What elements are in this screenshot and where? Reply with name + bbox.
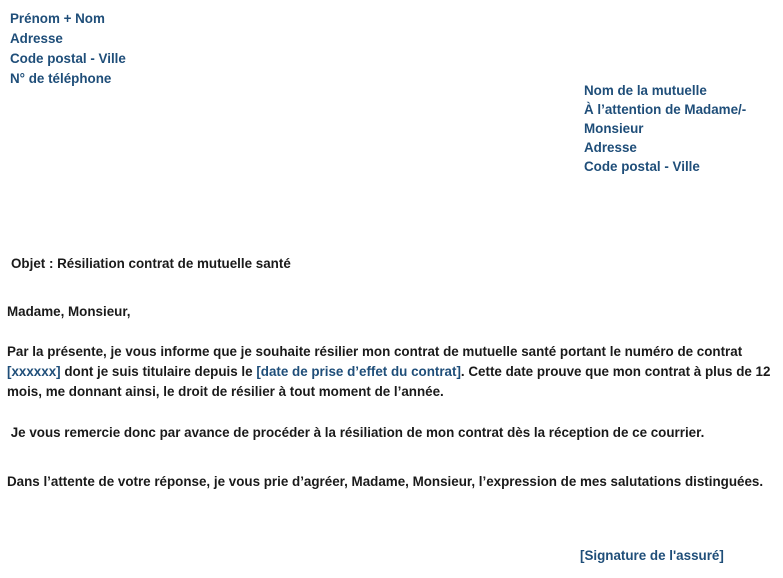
sender-name: Prénom + Nom	[10, 11, 105, 26]
paragraph-1-line-2	[7, 362, 770, 382]
recipient-attention-line-2: Monsieur	[584, 121, 644, 136]
sender-block	[10, 9, 126, 89]
paragraph-1	[7, 342, 770, 402]
recipient-name: Nom de la mutuelle	[584, 83, 707, 98]
recipient-address: Adresse	[584, 140, 637, 155]
paragraph-1-line-1: Par la présente, je vous informe que je souhaite résilier mon contrat de mutuelle santé portant le numéro de contrat	[7, 344, 743, 359]
signature-placeholder: [Signature de l'assuré]	[580, 548, 724, 563]
contract-number-placeholder: [xxxxxx]	[7, 364, 61, 379]
letter-salutation: Madame, Monsieur,	[7, 304, 131, 319]
paragraph-3: Dans l’attente de votre réponse, je vous prie d’agréer, Madame, Monsieur, l’expression de mes salutations distinguées.	[7, 474, 764, 489]
contract-date-placeholder: [date de prise d’effet du contrat]	[256, 364, 461, 379]
recipient-attention-line-1: À l’attention de Madame/-	[584, 102, 747, 117]
sender-city: Code postal - Ville	[10, 51, 126, 66]
paragraph-1-text-a: dont je suis titulaire depuis le	[60, 364, 257, 379]
recipient-city: Code postal - Ville	[584, 159, 700, 174]
sender-address: Adresse	[10, 31, 63, 46]
recipient-block	[584, 81, 746, 176]
sender-phone: N° de téléphone	[10, 71, 112, 86]
paragraph-1-line-3: mois, me donnant ainsi, le droit de résilier à tout moment de l’année.	[7, 384, 444, 399]
letter-subject: Objet : Résiliation contrat de mutuelle santé	[11, 256, 291, 271]
paragraph-1-text-b: . Cette date prouve que mon contrat à plus de 12	[460, 364, 771, 379]
paragraph-2: Je vous remercie donc par avance de procéder à la résiliation de mon contrat dès la réception de ce courrier.	[7, 425, 705, 440]
